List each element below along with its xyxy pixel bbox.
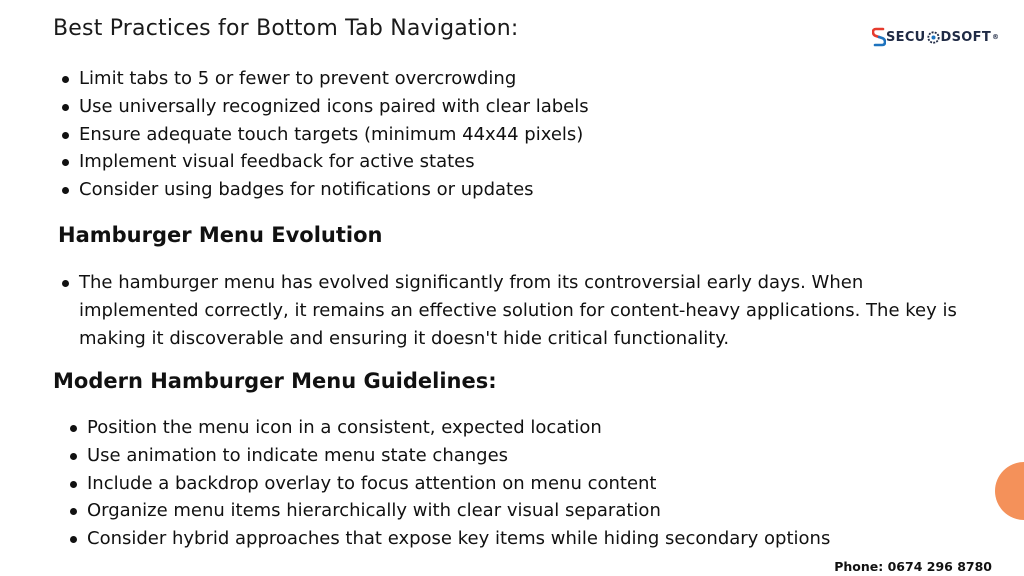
bullet-icon: [70, 508, 77, 515]
list-item: Ensure adequate touch targets (minimum 44x44 pixels): [79, 121, 589, 149]
bullet-icon: [62, 280, 69, 287]
list-item: Consider hybrid approaches that expose key items while hiding secondary options: [87, 525, 830, 553]
bullet-icon: [70, 481, 77, 488]
section-title-bottom-tab: Best Practices for Bottom Tab Navigation:: [53, 16, 519, 41]
list-item: Implement visual feedback for active states: [79, 148, 589, 176]
decorative-circle: [995, 462, 1024, 520]
footer-phone: Phone: 0674 296 8780: [834, 559, 992, 574]
section-title-hamburger-evolution: Hamburger Menu Evolution: [58, 223, 383, 247]
list-item: Position the menu icon in a consistent, expected location: [87, 414, 830, 442]
gear-icon: [927, 31, 940, 44]
bullet-icon: [70, 425, 77, 432]
bullet-icon: [62, 159, 69, 166]
list-item: Organize menu items hierarchically with clear visual separation: [87, 497, 830, 525]
bullet-icon: [62, 76, 69, 83]
bullet-icon: [70, 453, 77, 460]
bullet-icon: [62, 104, 69, 111]
company-logo: [872, 26, 999, 48]
list-item: Include a backdrop overlay to focus attention on menu content: [87, 470, 830, 498]
bottom-tab-practices-list: [79, 65, 589, 204]
paragraph-text: The hamburger menu has evolved significantly from its controversial early days. When implemented correctly, it remains an effective solution for content-heavy applications. The key is making it discoverable and ensuring it doesn't hide critical functionality.: [79, 272, 957, 349]
logo-wordmark: [886, 30, 999, 45]
section-title-hamburger-guidelines: Modern Hamburger Menu Guidelines:: [53, 369, 497, 393]
list-item: Limit tabs to 5 or fewer to prevent overcrowding: [79, 65, 589, 93]
bullet-icon: [62, 132, 69, 139]
hamburger-guidelines-list: [87, 414, 830, 553]
logo-text-pre: SECU: [886, 29, 926, 45]
bullet-icon: [70, 536, 77, 543]
list-item: Use universally recognized icons paired with clear labels: [79, 93, 589, 121]
list-item: Consider using badges for notifications or updates: [79, 176, 589, 204]
logo-text-post: DSOFT: [940, 29, 991, 45]
hamburger-evolution-paragraph: [79, 269, 959, 352]
bullet-icon: [62, 187, 69, 194]
list-item: Use animation to indicate menu state changes: [87, 442, 830, 470]
registered-mark: ®: [992, 33, 1000, 41]
securesoft-logo-icon: [872, 27, 886, 47]
